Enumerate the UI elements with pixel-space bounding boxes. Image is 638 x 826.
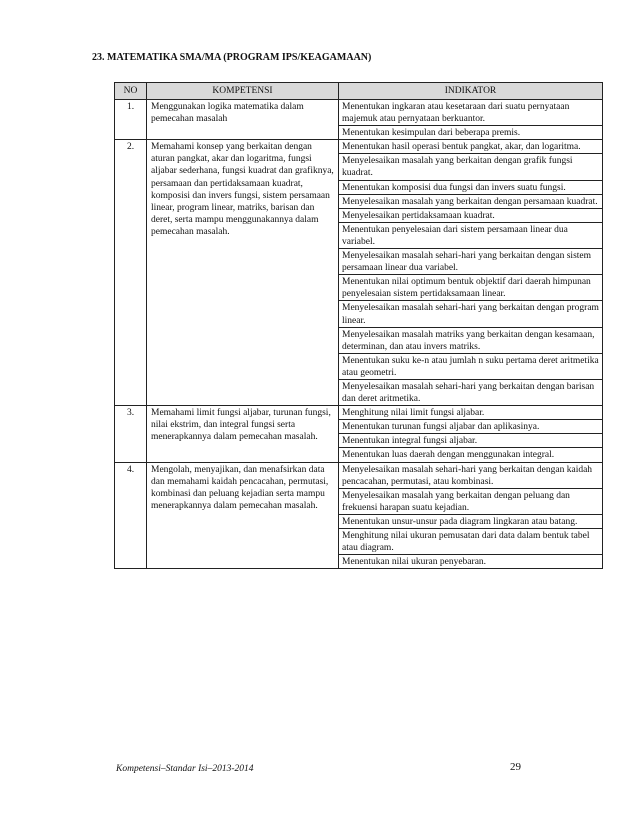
indikator-cell: Menentukan suku ke-n atau jumlah n suku pertama deret aritmetika atau geometri. xyxy=(339,353,603,379)
kompetensi-cell: Mengolah, menyajikan, dan menafsirkan data dan memahami kaidah pencacahan, permutasi, kombinasi dan peluang kejadian serta mampu menerapkannya dalam pemecahan masalah. xyxy=(147,462,339,569)
page-number: 29 xyxy=(510,761,521,773)
indikator-cell: Menyelesaikan masalah sehari-hari yang berkaitan dengan kaidah pencacahan, permutasi, atau kombinasi. xyxy=(339,462,603,488)
indikator-cell: Menyelesaikan masalah sehari-hari yang berkaitan dengan sistem persamaan linear dua variabel. xyxy=(339,249,603,275)
row-number: 1. xyxy=(115,100,147,140)
indikator-cell: Menyelesaikan masalah sehari-hari yang berkaitan dengan barisan dan deret aritmetika. xyxy=(339,379,603,405)
header-kompetensi: KOMPETENSI xyxy=(147,83,339,100)
indikator-cell: Menyelesaikan masalah matriks yang berkaitan dengan kesamaan, determinan, dan atau invers matriks. xyxy=(339,327,603,353)
indikator-cell: Menentukan komposisi dua fungsi dan invers suatu fungsi. xyxy=(339,180,603,194)
row-number: 4. xyxy=(115,462,147,569)
table-row xyxy=(115,406,603,420)
indikator-cell: Menyelesaikan masalah sehari-hari yang berkaitan dengan program linear. xyxy=(339,301,603,327)
indikator-cell: Menentukan unsur-unsur pada diagram lingkaran atau batang. xyxy=(339,514,603,528)
kompetensi-table xyxy=(114,82,603,569)
row-number: 3. xyxy=(115,406,147,462)
indikator-cell: Menentukan ingkaran atau kesetaraan dari suatu pernyataan majemuk atau pernyataan berkuantor. xyxy=(339,100,603,126)
row-number: 2. xyxy=(115,140,147,406)
table-header-row xyxy=(115,83,603,100)
table-row xyxy=(115,140,603,154)
indikator-cell: Menentukan integral fungsi aljabar. xyxy=(339,434,603,448)
header-indikator: INDIKATOR xyxy=(339,83,603,100)
indikator-cell: Menentukan luas daerah dengan menggunakan integral. xyxy=(339,448,603,462)
table-row xyxy=(115,100,603,126)
kompetensi-cell: Memahami konsep yang berkaitan dengan aturan pangkat, akar dan logaritma, fungsi aljabar sederhana, fungsi kuadrat dan grafiknya, persamaan dan pertidaksamaan kuadrat, komposisi dan invers fungsi, sistem persamaan linear, program linear, matriks, barisan dan deret, serta mampu menggunakannya dalam pemecahan masalah. xyxy=(147,140,339,406)
indikator-cell: Menyelesaikan pertidaksamaan kuadrat. xyxy=(339,208,603,222)
indikator-cell: Menentukan nilai ukuran penyebaran. xyxy=(339,555,603,569)
indikator-cell: Menyelesaikan masalah yang berkaitan dengan grafik fungsi kuadrat. xyxy=(339,154,603,180)
kompetensi-cell: Memahami limit fungsi aljabar, turunan fungsi, nilai ekstrim, dan integral fungsi serta menerapkannya dalam pemecahan masalah. xyxy=(147,406,339,462)
indikator-cell: Menentukan hasil operasi bentuk pangkat, akar, dan logaritma. xyxy=(339,140,603,154)
indikator-cell: Menentukan nilai optimum bentuk objektif dari daerah himpunan penyelesaian sistem pertidaksamaan linear. xyxy=(339,275,603,301)
indikator-cell: Menentukan penyelesaian dari sistem persamaan linear dua variabel. xyxy=(339,222,603,248)
table-row xyxy=(115,462,603,488)
indikator-cell: Menyelesaikan masalah yang berkaitan dengan persamaan kuadrat. xyxy=(339,194,603,208)
indikator-cell: Menentukan turunan fungsi aljabar dan aplikasinya. xyxy=(339,420,603,434)
indikator-cell: Menghitung nilai ukuran pemusatan dari data dalam bentuk tabel atau diagram. xyxy=(339,529,603,555)
indikator-cell: Menyelesaikan masalah yang berkaitan dengan peluang dan frekuensi harapan suatu kejadian. xyxy=(339,488,603,514)
section-title: 23. MATEMATIKA SMA/MA (PROGRAM IPS/KEAGAMAAN) xyxy=(92,52,372,63)
kompetensi-cell: Menggunakan logika matematika dalam pemecahan masalah xyxy=(147,100,339,140)
indikator-cell: Menentukan kesimpulan dari beberapa premis. xyxy=(339,126,603,140)
header-no: NO xyxy=(115,83,147,100)
indikator-cell: Menghitung nilai limit fungsi aljabar. xyxy=(339,406,603,420)
footer-text: Kompetensi–Standar Isi–2013-2014 xyxy=(116,764,254,774)
